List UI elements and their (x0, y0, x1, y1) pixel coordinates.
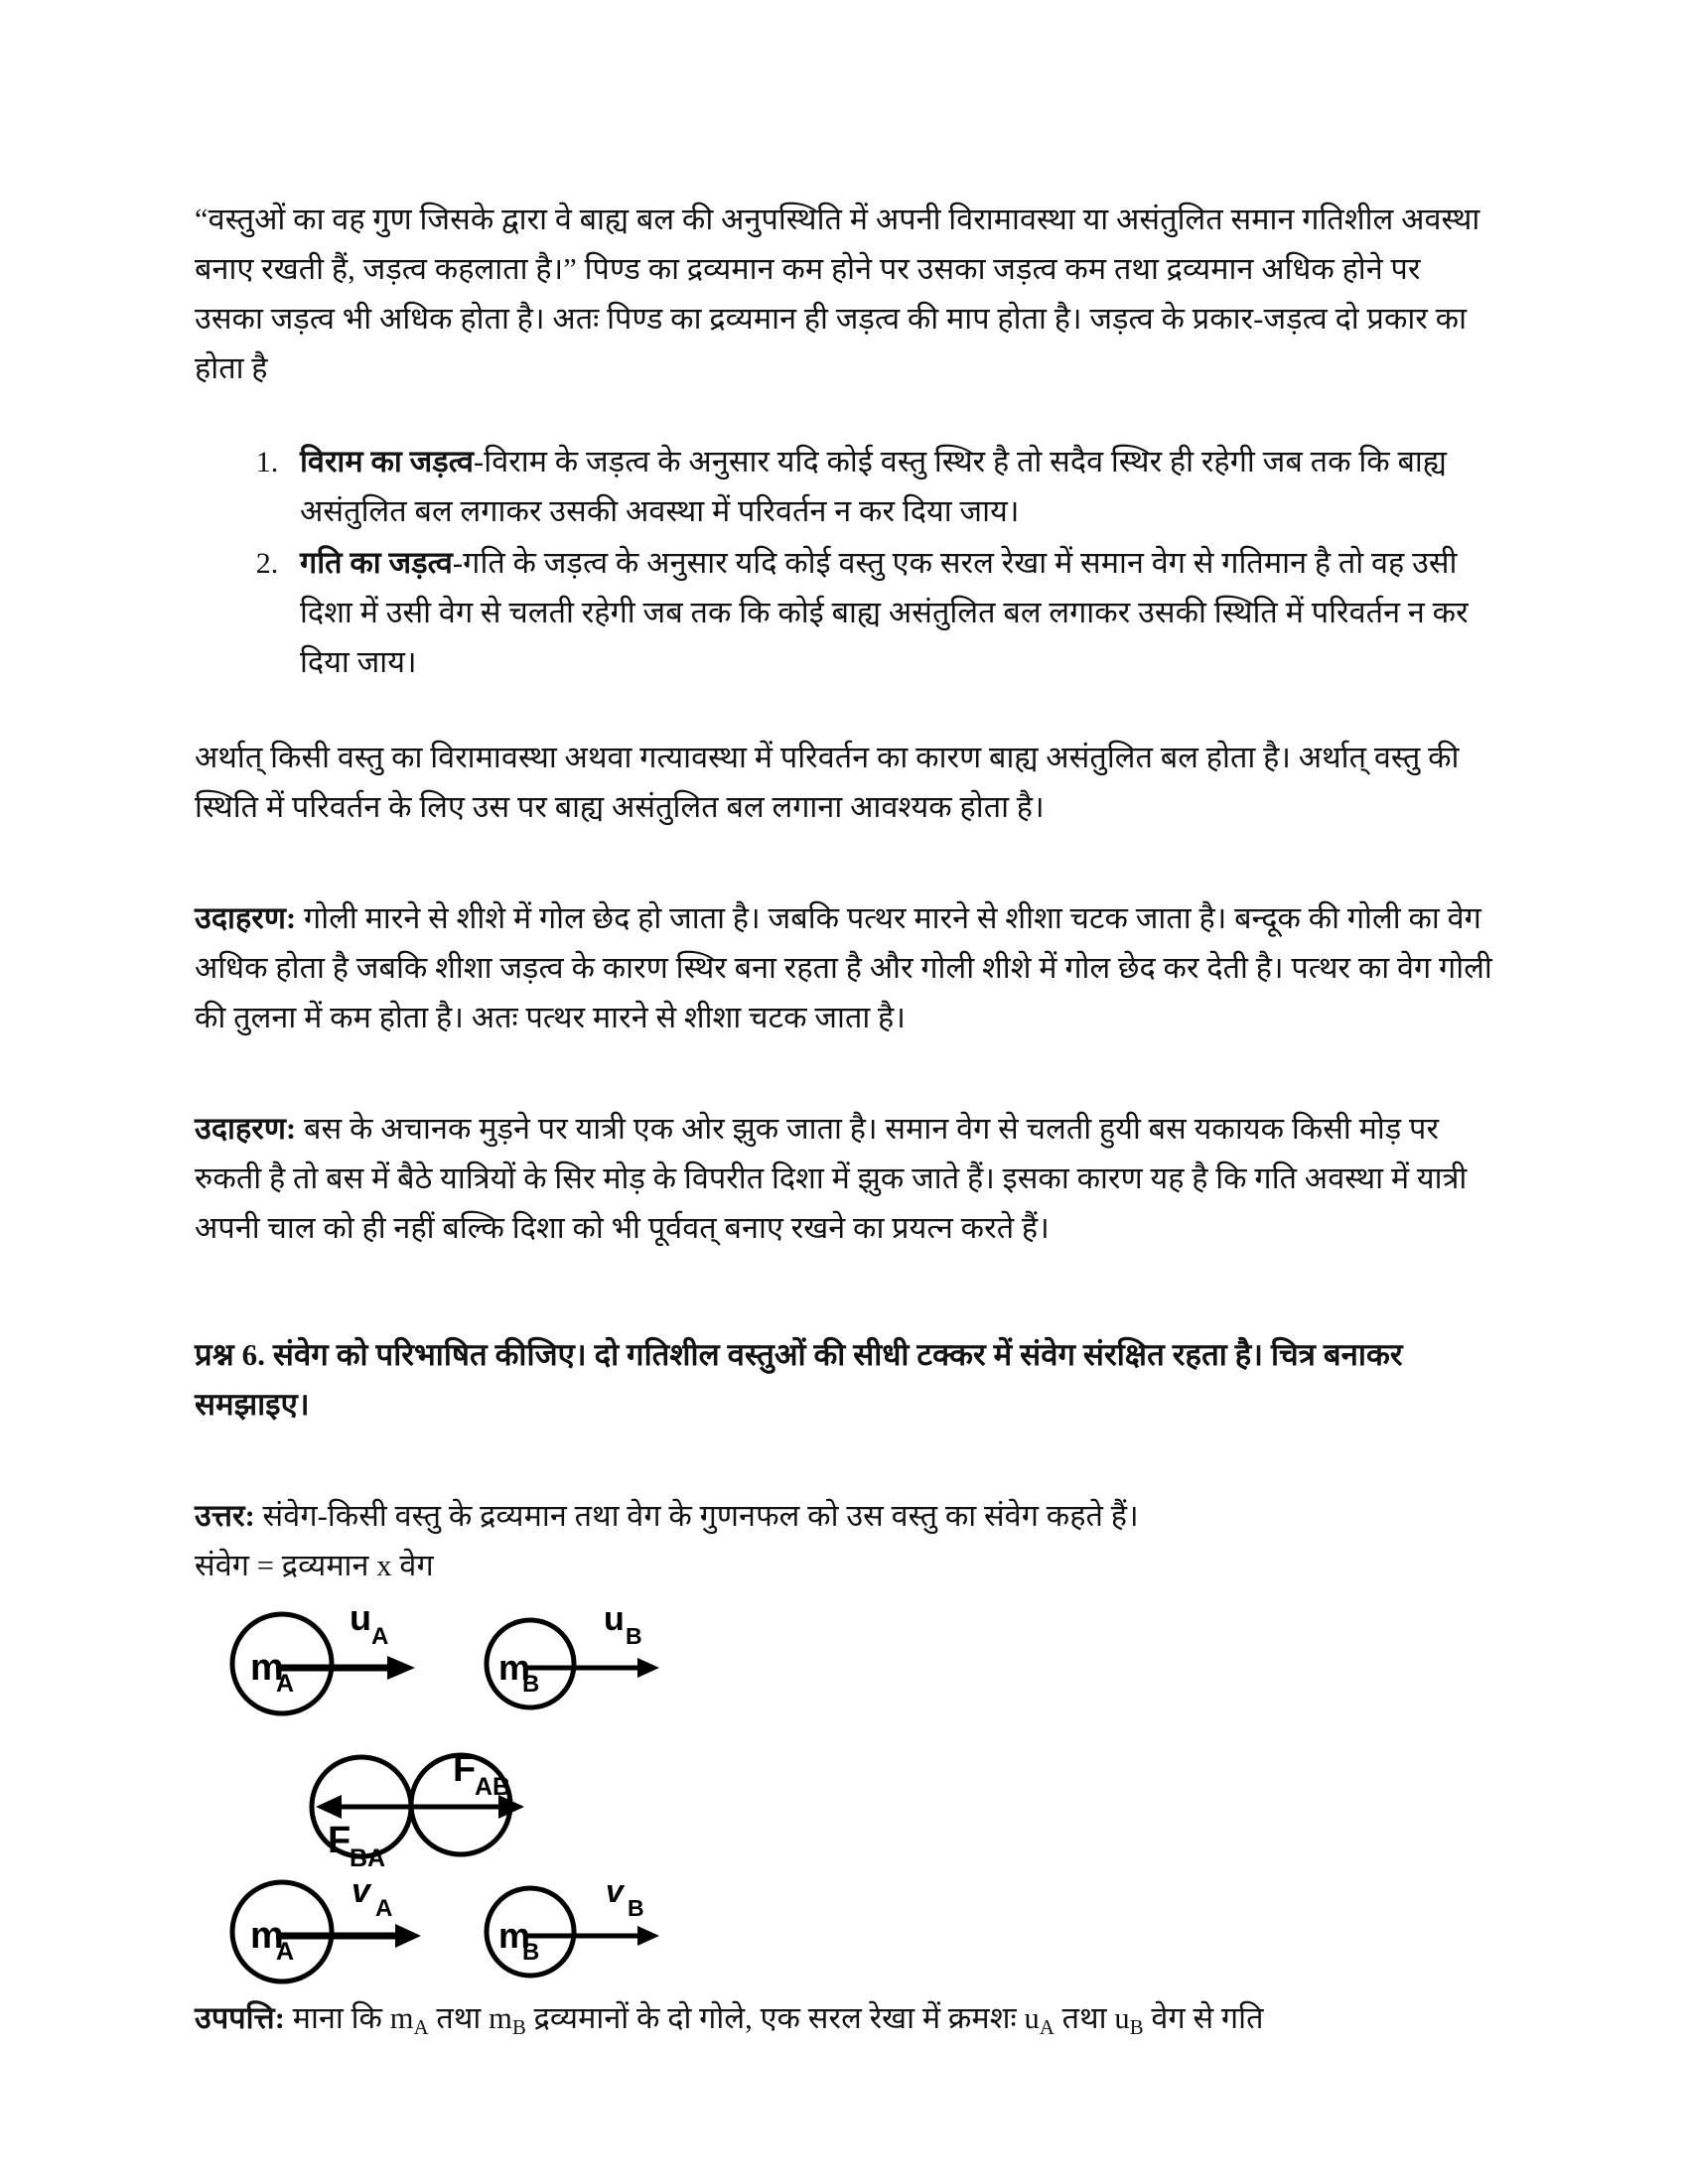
label-mass-A-after-sub: A (276, 1938, 295, 1966)
proof-text-3: द्रव्यमानों के दो गोले, एक सरल रेखा में क्रमशः (525, 2001, 1025, 2035)
inertia-types-list (195, 437, 1493, 687)
proof-text-5: वेग से गति (1143, 2001, 1264, 2035)
label-velocity-uA: u (350, 1597, 371, 1638)
label-velocity-vB-sub: B (628, 1895, 644, 1921)
page-content (195, 195, 1493, 2053)
proof-symbol-mA: m (389, 2001, 414, 2035)
collision-momentum-diagram (211, 1596, 906, 1993)
question-number: प्रश्न 6. (195, 1337, 266, 1372)
proof-symbol-uB: u (1114, 2001, 1130, 2035)
label-mass-A-before: m (250, 1647, 284, 1689)
label-velocity-vA-sub: A (375, 1895, 393, 1922)
proof-text-1: माना कि (285, 2001, 390, 2035)
proof-symbol-uB-sub: B (1129, 2016, 1144, 2039)
label-velocity-vB: v (606, 1873, 624, 1909)
label-velocity-uB-sub: B (626, 1623, 642, 1649)
spacer (195, 1042, 1493, 1104)
example-2-text: बस के अचानक मुड़ने पर यात्री एक ओर झुक जाता है। समान वेग से चलती हुयी बस यकायक किसी मोड़ पर रुकती है तो बस में बैठे यात्रियों के सिर मोड़ के विपरीत दिशा में झुक जाते हैं। इसका कारण यह है कि गति अवस्था में यात्री अपनी चाल को ही नहीं बल्कि दिशा को भी पूर्ववत् बनाए रखने का प्रयत्न करते हैं। (195, 1112, 1468, 1245)
label-force-BA: F (328, 1820, 352, 1861)
inertia-type-text: -विराम के जड़त्व के अनुसार यदि कोई वस्तु स्थिर है तो सदैव स्थिर ही रहेगी जब तक कि बाह्य असंतुलित बल लगाकर उसकी अवस्था में परिवर्तन न कर दिया जाय। (300, 445, 1447, 528)
label-mass-B-before: m (498, 1647, 531, 1688)
proof-label: उपपत्ति: (195, 2001, 285, 2035)
question-heading (195, 1330, 1493, 1430)
label-velocity-uB: u (604, 1600, 625, 1638)
proof-symbol-mA-sub: A (413, 2016, 429, 2039)
label-mass-B-after: m (498, 1915, 531, 1956)
collision-diagram-svg (211, 1596, 906, 1993)
example-1-text: गोली मारने से शीशे में गोल छेद हो जाता है। जबकि पत्थर मारने से शीशा चटक जाता है। बन्दूक की गोली का वेग अधिक होता है जबकि शीशा जड़त्व के कारण स्थिर बना रहता है और गोली शीशे में गोल छेद कर देती है। पत्थर का वेग गोली की तुलना में कम होता है। अतः पत्थर मारने से शीशा चटक जाता है। (195, 901, 1492, 1034)
spacer (195, 832, 1493, 893)
arrowhead-vA (395, 1924, 421, 1948)
example-2-label: उदाहरण: (195, 1112, 297, 1146)
spacer (195, 1253, 1493, 1330)
list-item (286, 437, 1493, 536)
label-force-BA-sub: BA (350, 1844, 386, 1872)
label-mass-B-after-sub: B (522, 1939, 540, 1966)
label-mass-B-before-sub: B (522, 1671, 540, 1698)
answer-paragraph (195, 1491, 1493, 1541)
proof-symbol-mB-sub: B (511, 2016, 526, 2039)
inertia-type-text: -गति के जड़त्व के अनुसार यदि कोई वस्तु एक सरल रेखा में समान वेग से गतिमान है तो वह उसी दिशा में उसी वेग से चलती रहेगी जब तक कि कोई बाह्य असंतुलित बल लगाकर उसकी स्थिति में परिवर्तन न कर दिया जाय। (300, 546, 1469, 679)
label-velocity-uA-sub: A (371, 1623, 389, 1650)
inertia-type-title: विराम का जड़त्व (300, 445, 475, 478)
list-item (286, 538, 1493, 687)
proof-symbol-uA: u (1024, 2001, 1040, 2035)
label-velocity-vA: v (352, 1872, 370, 1910)
arrowhead-vB (637, 1926, 659, 1946)
question-text: संवेग को परिभाषित कीजिए। दो गतिशील वस्तुओं की सीधी टक्कर में संवेग संरक्षित रहता है। चित्र बनाकर समझाइए। (195, 1337, 1403, 1422)
label-force-AB-sub: AB (475, 1773, 511, 1801)
spacer (195, 1430, 1493, 1491)
proof-symbol-uA-sub: A (1039, 2016, 1055, 2039)
arrowhead-FBA (316, 1795, 342, 1819)
proof-symbol-mB: m (489, 2001, 512, 2035)
proof-text-4: तथा (1054, 2001, 1115, 2035)
example-1-label: उदाहरण: (195, 901, 297, 935)
arrowhead-uA (387, 1656, 415, 1680)
proof-paragraph (195, 1993, 1493, 2053)
label-mass-A-before-sub: A (276, 1670, 295, 1698)
momentum-formula: संवेग = द्रव्यमान x वेग (195, 1549, 434, 1582)
arrowhead-uB (637, 1658, 659, 1678)
spacer (195, 393, 1493, 437)
example-1-paragraph (195, 893, 1493, 1042)
label-force-AB: F (453, 1748, 477, 1790)
example-2-paragraph (195, 1104, 1493, 1253)
inertia-type-title: गति का जड़त्व (300, 546, 453, 580)
conclusion-paragraph: अर्थात् किसी वस्तु का विरामावस्था अथवा गत्यावस्था में परिवर्तन का कारण बाह्य असंतुलित बल होता है। अर्थात् वस्तु की स्थिति में परिवर्तन के लिए उस पर बाह्य असंतुलित बल लगाना आवश्यक होता है। (195, 741, 1460, 824)
answer-label: उत्तर: (195, 1499, 255, 1533)
label-mass-A-after: m (250, 1915, 284, 1957)
spacer (195, 689, 1493, 733)
answer-text: संवेग-किसी वस्तु के द्रव्यमान तथा वेग के गुणनफल को उस वस्तु का संवेग कहते हैं। (254, 1499, 1139, 1533)
intro-paragraph: “वस्तुओं का वह गुण जिसके द्वारा वे बाह्य बल की अनुपस्थिति में अपनी विरामावस्था या असंतुलित समान गतिशील अवस्था बनाए रखती हैं, जड़त्व कहलाता है।” पिण्ड का द्रव्यमान कम होने पर उसका जड़त्व कम तथा द्रव्यमान अधिक होने पर उसका जड़त्व भी अधिक होता है। अतः पिण्ड का द्रव्यमान ही जड़त्व की माप होता है। जड़त्व के प्रकार-जड़त्व दो प्रकार का होता है (195, 203, 1480, 385)
proof-text-2: तथा (428, 2001, 490, 2035)
